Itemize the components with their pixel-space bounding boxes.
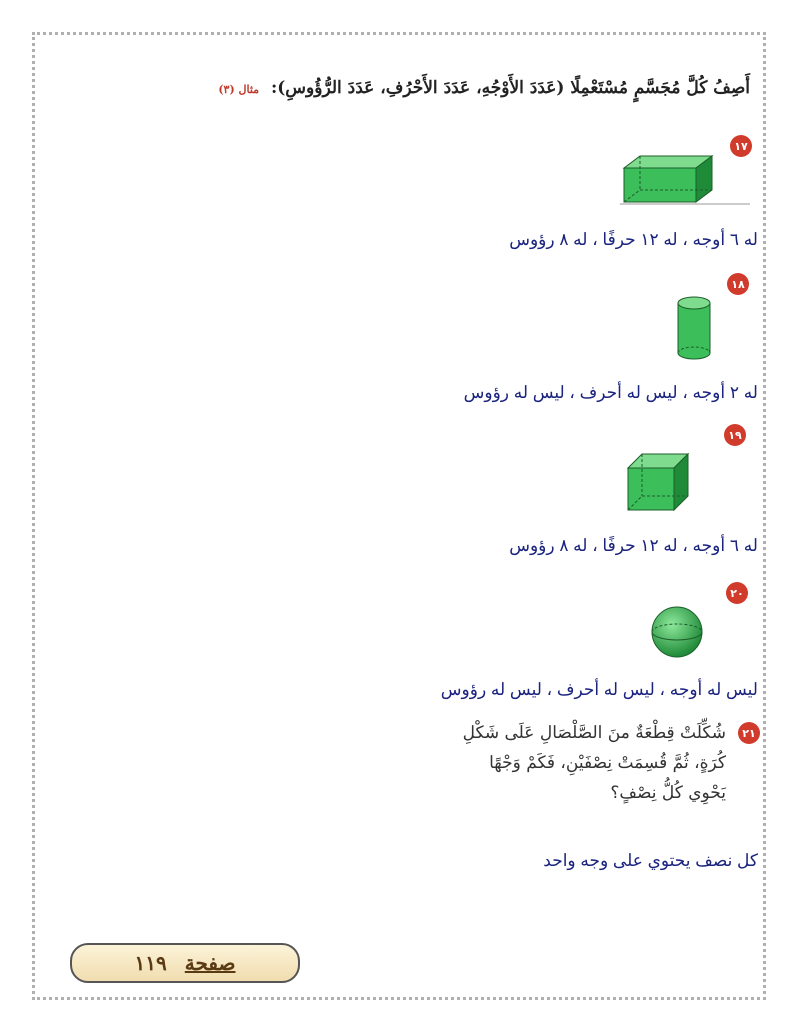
exercise-number-17: ١٧ (730, 135, 752, 157)
exercise-number-18: ١٨ (727, 273, 749, 295)
exercise-number-21: ٢١ (738, 722, 760, 744)
question-21-text (286, 718, 726, 808)
exercise-number-19: ١٩ (724, 424, 746, 446)
page-number-box (70, 943, 300, 983)
instruction-text: أَصِفُ كُلَّ مُجَسَّمٍ مُسْتَعْمِلًا (عَدَدَ الأَوْجُهِ، عَدَدَ الأَحْرُفِ، عَدَدَ الرُّؤُوسِ): (270, 78, 750, 98)
answer-21: كل نصف يحتوي على وجه واحد (543, 851, 758, 870)
example-reference: مثال (٣) (218, 83, 260, 96)
page-label: صفحة (184, 951, 236, 975)
answer-19: له ٦ أوجه ، له ١٢ حرفًا ، له ٨ رؤوس (509, 536, 758, 555)
sphere-icon (649, 604, 705, 660)
rectangular-prism-icon (620, 152, 750, 208)
answer-20: ليس له أوجه ، ليس له أحرف ، ليس له رؤوس (440, 680, 758, 699)
exercise-number-20: ٢٠ (726, 582, 748, 604)
question-21-line2: كُرَةٍ، ثُمَّ قُسِمَتْ نِصْفَيْنِ، فَكَمْ وَجْهًا (489, 753, 726, 773)
cylinder-icon (676, 295, 712, 361)
instruction-heading (50, 78, 750, 98)
answer-17: له ٦ أوجه ، له ١٢ حرفًا ، له ٨ رؤوس (509, 230, 758, 249)
page-number: ١١٩ (134, 951, 167, 975)
cube-icon (626, 452, 690, 512)
answer-18: له ٢ أوجه ، ليس له أحرف ، ليس له رؤوس (463, 383, 758, 402)
question-21-line3: يَحْوِي كُلُّ نِصْفٍ؟ (610, 783, 726, 803)
question-21-line1: شُكِّلَتْ قِطْعَةٌ منَ الصَّلْصَالِ عَلَى شَكْلِ (462, 723, 726, 743)
